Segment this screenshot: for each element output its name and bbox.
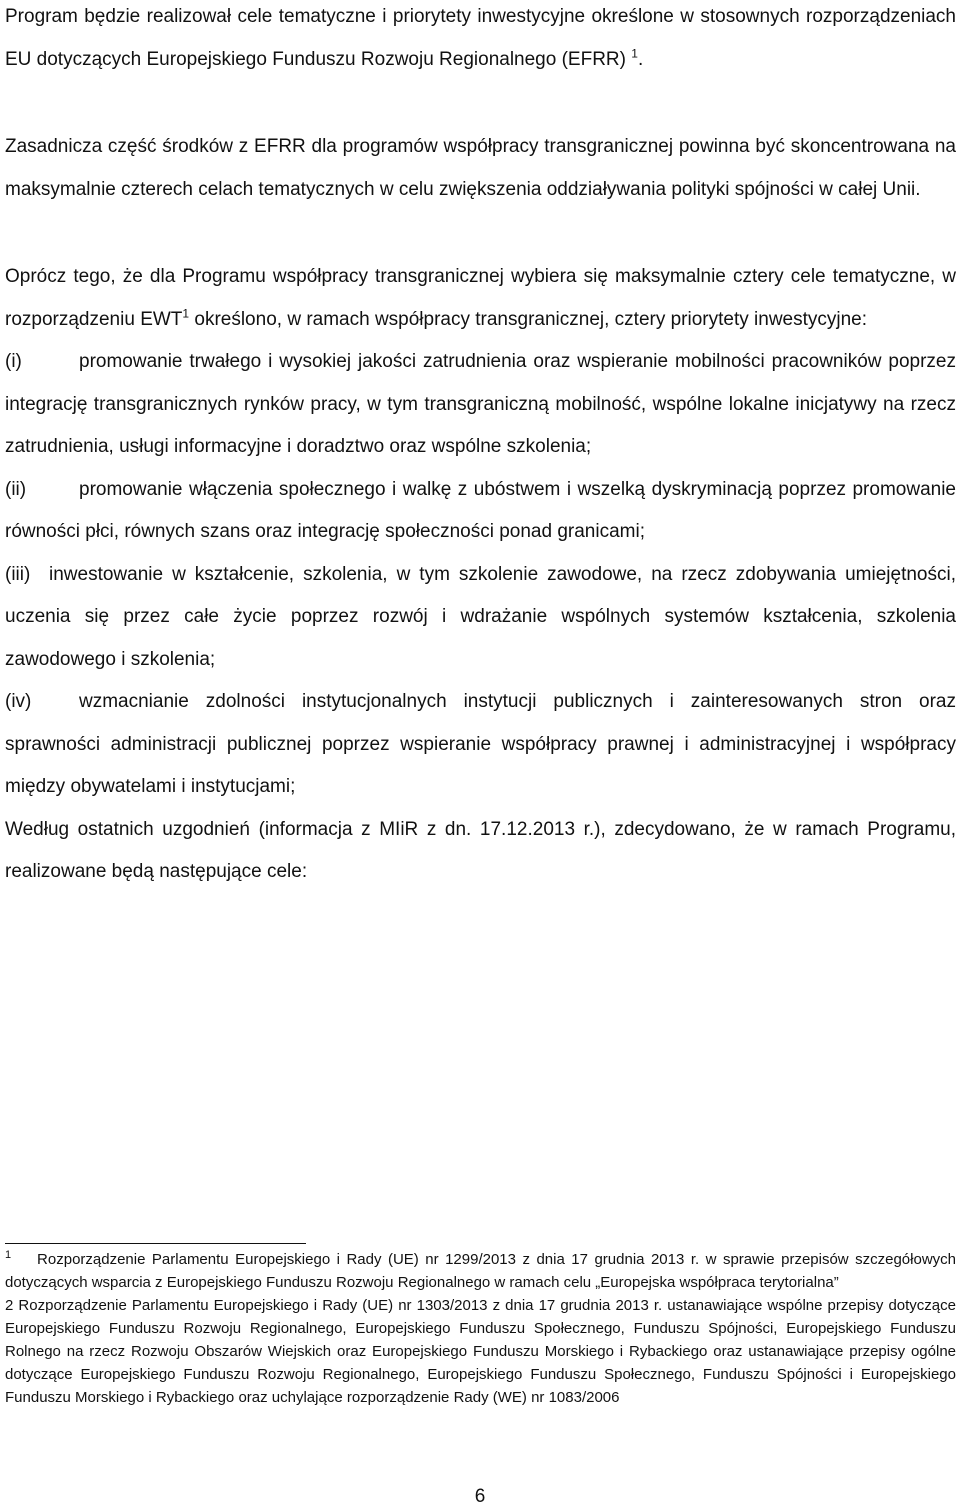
footnote-marker: 1 xyxy=(5,1249,12,1261)
priority-item xyxy=(5,469,956,554)
priority-item xyxy=(5,341,956,469)
footnote-ref-1: 1 xyxy=(631,46,638,61)
footnote-1 xyxy=(5,1248,956,1294)
footnote-text: Rozporządzenie Parlamentu Europejskiego i Rady (UE) nr 1299/2013 z dnia 17 grudnia 2013 r. w sprawie przepisów szczegółowych dotyczących wsparcia z Europejskiego Funduszu Rozwoju Regionalnego w ramach celu „Europejska współpraca terytorialna” xyxy=(5,1251,956,1291)
paragraph-priorities-intro: Oprócz tego, że dla Programu współpracy transgranicznej wybiera się maksymalnie cztery cele tematyczne, w rozporządzeniu EWT$^1$ określono, w ramach współpracy transgranicznej, cztery priorytety inwestycyjne: xyxy=(5,266,956,330)
footnote-ref-ewt: 1 xyxy=(182,306,190,321)
footnote-text: Rozporządzenie Parlamentu Europejskiego i Rady (UE) nr 1303/2013 z dnia 17 grudnia 2013 r. ustanawiające wspólne przepisy dotyczące Europejskiego Funduszu Rozwoju Regionalnego, Europejskiego Funduszu Społecznego, Funduszu Spójności, Europejskiego Funduszu Rolnego na rzecz Rozwoju Obszarów Wiejskich oraz Europejskiego Funduszu Morskiego i Rybackiego oraz ustanawiające przepisy ogólne dotyczące Europejskiego Funduszu Rozwoju Regionalnego, Europejskiego Funduszu Społecznego, Funduszu Spójności i Europejskiego Funduszu Morskiego i Rybackiego oraz uchylające rozporządzenie Rady (WE) nr 1083/2006 xyxy=(5,1297,956,1406)
body-text xyxy=(5,0,956,894)
footnotes xyxy=(5,1243,956,1409)
footnote-separator xyxy=(5,1243,306,1244)
priority-text: wzmacnianie zdolności instytucjonalnych instytucji publicznych i zainteresowanych stron oraz sprawności administracji publicznej poprzez wspieranie współpracy prawnej i administracyjnej i współpracy między obywatelami i instytucjami; xyxy=(5,691,956,797)
priority-text: promowanie trwałego i wysokiej jakości zatrudnienia oraz wspieranie mobilności pracowników poprzez integrację transgranicznych rynków pracy, w tym transgraniczną mobilność, wspólne lokalne inicjatywy na rzecz zatrudnienia, usługi informacyjne i doradztwo oraz wspólne szkolenia; xyxy=(5,351,956,457)
priority-text: promowanie włączenia społecznego i walkę z ubóstwem i wszelką dyskryminacją poprzez promowanie równości płci, równych szans oraz integrację społeczności ponad granicami; xyxy=(5,478,956,542)
priority-item xyxy=(5,554,956,682)
priority-label: (i) xyxy=(5,351,22,372)
paragraph-concentration: Zasadnicza część środków z EFRR dla programów współpracy transgranicznej powinna być skoncentrowana na maksymalnie czterech celach tematycznych w celu zwiększenia oddziaływania polityki spójności w całej Unii. xyxy=(5,136,956,200)
priority-label: (ii) xyxy=(5,478,27,500)
priority-label: (iii) xyxy=(5,563,31,585)
priority-text: inwestowanie w kształcenie, szkolenia, w tym szkolenie zawodowe, na rzecz zdobywania umiejętności, uczenia się przez całe życie poprzez rozwój i wdrażanie wspólnych systemów kształcenia, szkolenia zawodowego i szkolenia; xyxy=(5,563,956,670)
paragraph-intro: Program będzie realizował cele tematyczne i priorytety inwestycyjne określone w stosownych rozporządzeniach EU dotyczących Europejskiego Funduszu Rozwoju Regionalnego (EFRR) $^1$. xyxy=(5,6,956,70)
paragraph-decision: Według ostatnich uzgodnień (informacja z MIiR z dn. 17.12.2013 r.), zdecydowano, że w ramach Programu, realizowane będą następujące cele: xyxy=(5,818,956,882)
footnote-2 xyxy=(5,1294,956,1409)
footnote-marker: 2 xyxy=(5,1297,14,1314)
page-number: 6 xyxy=(474,1486,486,1507)
priority-item xyxy=(5,681,956,809)
priority-label: (iv) xyxy=(5,691,32,712)
